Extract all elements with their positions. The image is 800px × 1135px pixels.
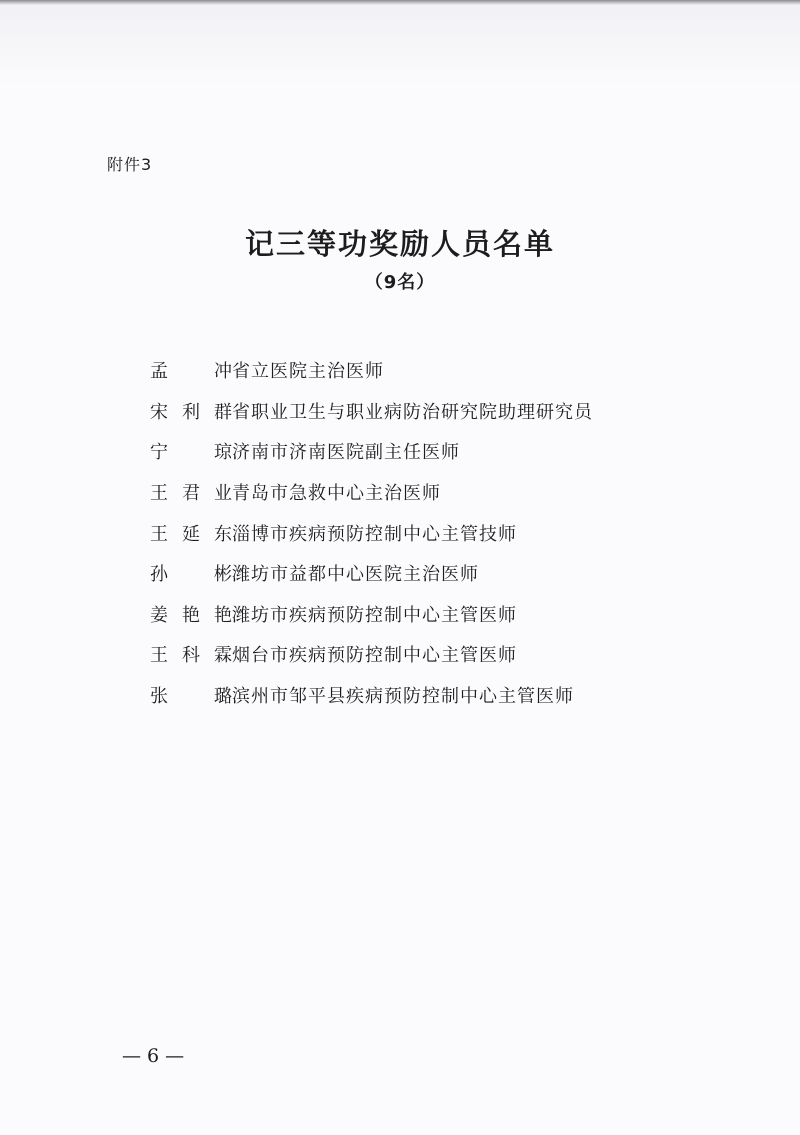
list-item — [150, 350, 710, 391]
awardee-name: 孙彬 — [150, 564, 232, 586]
list-item — [150, 431, 710, 472]
awardee-title: 滨州市邹平县疾病预防控制中心主管医师 — [232, 686, 574, 708]
scan-top-shadow — [0, 6, 800, 86]
page-number: — 6 — — [122, 1045, 185, 1067]
awardee-title: 济南市济南医院副主任医师 — [232, 442, 460, 464]
awardee-name: 宋利群 — [150, 401, 232, 423]
document-title: 记三等功奖励人员名单 — [244, 227, 555, 261]
awardee-title: 淄博市疾病预防控制中心主管技师 — [232, 523, 517, 545]
awardee-name: 孟冲 — [150, 361, 232, 383]
awardee-title: 省立医院主治医师 — [232, 361, 384, 383]
list-item — [150, 472, 710, 513]
list-item — [150, 391, 710, 432]
attachment-label: 附件3 — [107, 155, 153, 174]
list-item — [150, 553, 710, 594]
awardee-name: 王延东 — [150, 523, 232, 545]
awardee-title: 潍坊市益都中心医院主治医师 — [232, 564, 479, 586]
awardee-name: 王科霖 — [150, 645, 232, 667]
awardee-list — [150, 350, 710, 715]
list-item — [150, 594, 710, 635]
awardee-title: 烟台市疾病预防控制中心主管医师 — [232, 645, 517, 667]
awardee-name: 王君业 — [150, 483, 232, 505]
awardee-name: 宁琼 — [150, 442, 232, 464]
awardee-name: 张璐 — [150, 686, 232, 708]
list-item — [150, 512, 710, 553]
awardee-title: 省职业卫生与职业病防治研究院助理研究员 — [232, 401, 593, 423]
list-item — [150, 675, 710, 716]
list-item — [150, 634, 710, 675]
awardee-title: 潍坊市疾病预防控制中心主管医师 — [232, 604, 517, 626]
document-subtitle-count: （9名） — [364, 272, 436, 293]
awardee-title: 青岛市急救中心主治医师 — [232, 483, 441, 505]
awardee-name: 姜艳艳 — [150, 604, 232, 626]
